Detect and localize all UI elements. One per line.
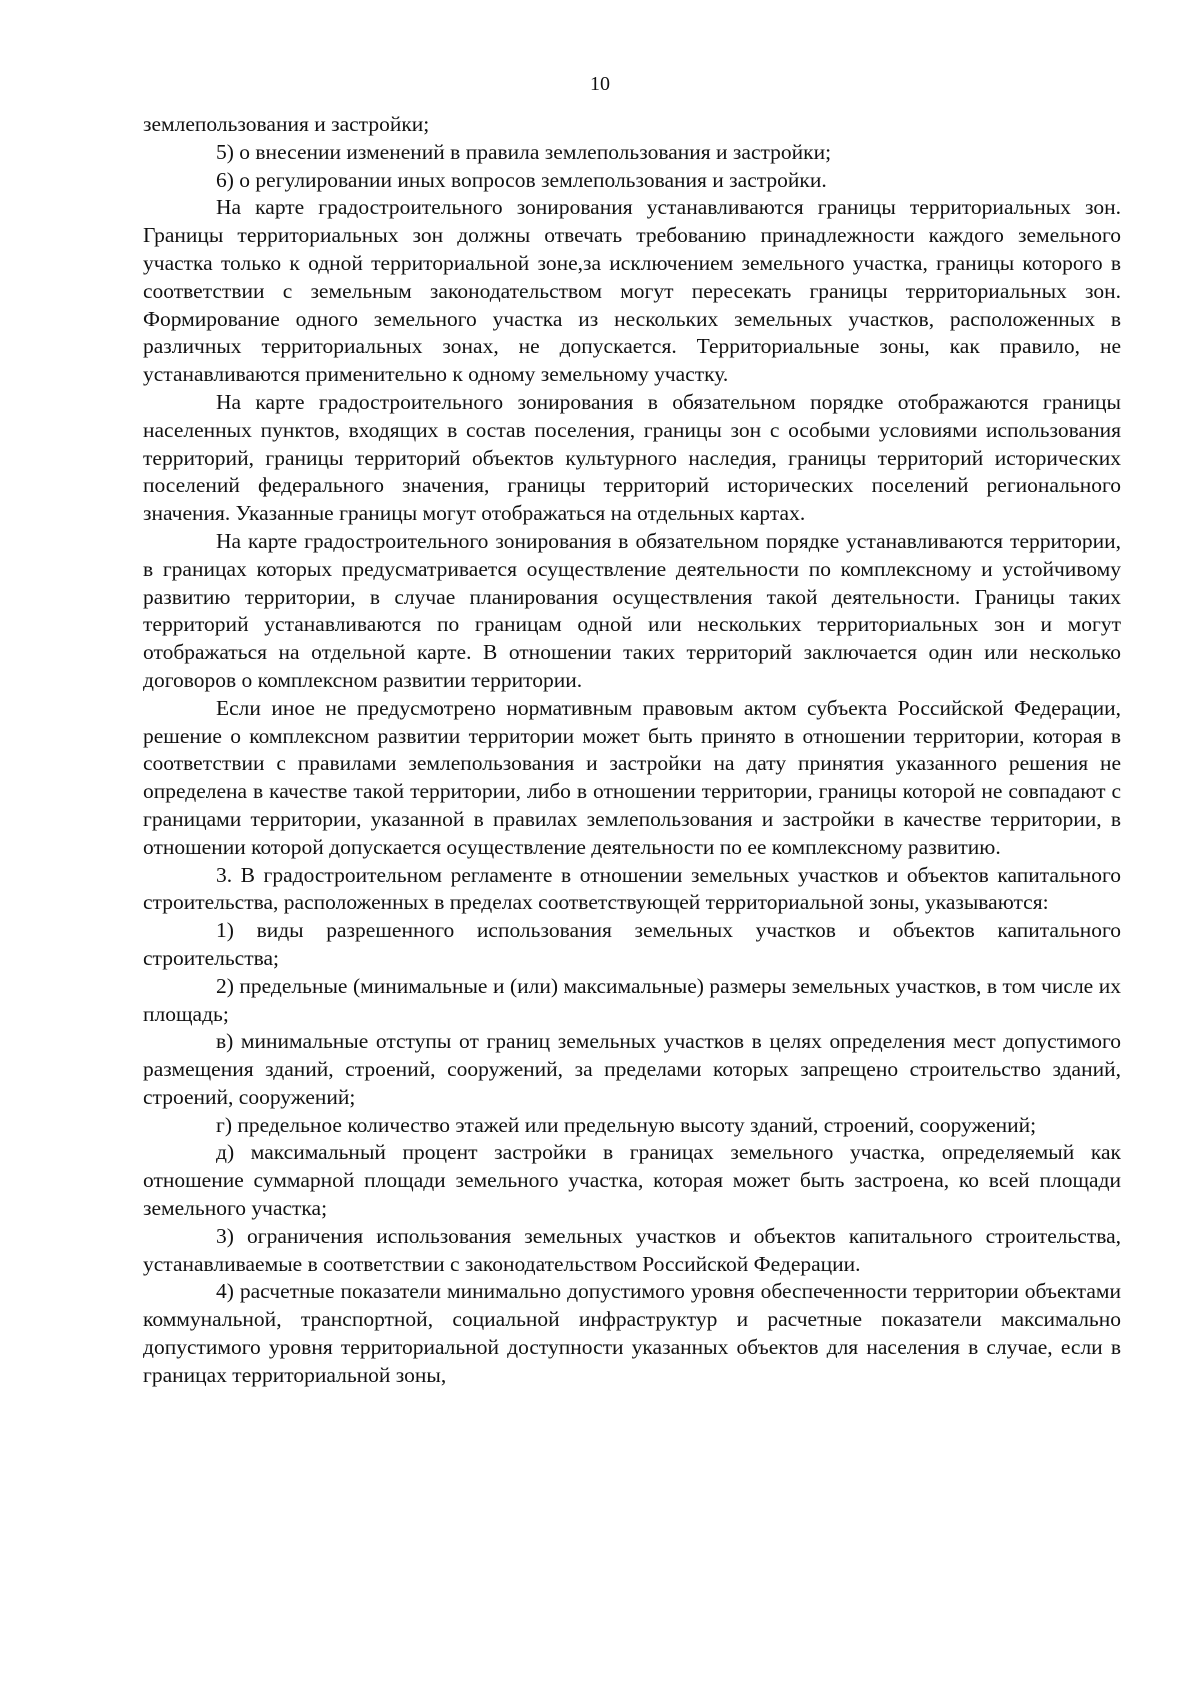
paragraph: Если иное не предусмотрено нормативным правовым актом субъекта Российской Федерации, решение о комплексном развитии территории может быть принято в отношении территории, которая в соответствии с правилами землепользования и застройки на дату принятия указанного решения не определена в качестве такой территории, либо в отношении территории, границы которой не совпадают с границами территории, указанной в правилах землепользования и застройки в качестве территории, в отношении которой допускается осуществление деятельности по ее комплексному развитию.	[143, 695, 1121, 859]
paragraph: в) минимальные отступы от границ земельных участков в целях определения мест допустимого размещения зданий, строений, сооружений, за пределами которых запрещено строительство зданий, строений, сооружений;	[143, 1029, 1121, 1109]
paragraph: г) предельное количество этажей или предельную высоту зданий, строений, сооружений;	[216, 1112, 1037, 1137]
paragraph: 3) ограничения использования земельных участков и объектов капитального строительства, устанавливаемые в соответствии с законодательством Российской Федерации.	[143, 1223, 1121, 1276]
paragraph: На карте градостроительного зонирования в обязательном порядке отображаются границы населенных пунктов, входящих в состав поселения, границы зон с особыми условиями использования территорий, границы территорий объектов культурного наследия, границы территорий исторических поселений федерального значения, границы территорий исторических поселений регионального значения. Указанные границы могут отображаться на отдельных картах.	[143, 389, 1121, 526]
page-number: 10	[590, 73, 610, 95]
paragraph: 2) предельные (минимальные и (или) максимальные) размеры земельных участков, в том числе их площадь;	[143, 973, 1121, 1026]
paragraph: На карте градостроительного зонирования в обязательном порядке устанавливаются территории, в границах которых предусматривается осуществление деятельности по комплексному и устойчивому развитию территории, в случае планирования осуществления такой деятельности. Границы таких территорий устанавливаются по границам одной или нескольких территориальных зон и могут отображаться на отдельной карте. В отношении таких территорий заключается один или несколько договоров о комплексном развитии территории.	[143, 528, 1121, 692]
paragraph: 4) расчетные показатели минимально допустимого уровня обеспеченности территории объектами коммунальной, транспортной, социальной инфраструктур и расчетные показатели максимально допустимого уровня территориальной доступности указанных объектов для населения в случае, если в границах территориальной зоны,	[143, 1279, 1121, 1387]
paragraph: 5) о внесении изменений в правила землепользования и застройки;	[216, 139, 832, 164]
paragraph: 1) виды разрешенного использования земельных участков и объектов капитального строительства;	[143, 918, 1121, 970]
paragraph: На карте градостроительного зонирования устанавливаются границы территориальных зон. Границы территориальных зон должны отвечать требованию принадлежности каждого земельного участка только к одной территориальной зоне,за исключением земельного участка, границы которого в соответствии с земельным законодательством могут пересекать границы территориальных зон. Формирование одного земельного участка из нескольких земельных участков, расположенных в различных территориальных зонах, не допускается. Территориальные зоны, как правило, не устанавливаются применительно к одному земельному участку.	[143, 195, 1121, 387]
paragraph: 6) о регулировании иных вопросов землепользования и застройки.	[216, 167, 827, 192]
paragraph: землепользования и застройки;	[143, 112, 430, 136]
paragraph: д) максимальный процент застройки в границах земельного участка, определяемый как отношение суммарной площади земельного участка, которая может быть застроена, ко всей площади земельного участка;	[143, 1140, 1121, 1221]
document-body	[143, 111, 1121, 1390]
paragraph: 3. В градостроительном регламенте в отношении земельных участков и объектов капитального строительства, расположенных в пределах соответствующей территориальной зоны, указываются:	[143, 862, 1121, 915]
